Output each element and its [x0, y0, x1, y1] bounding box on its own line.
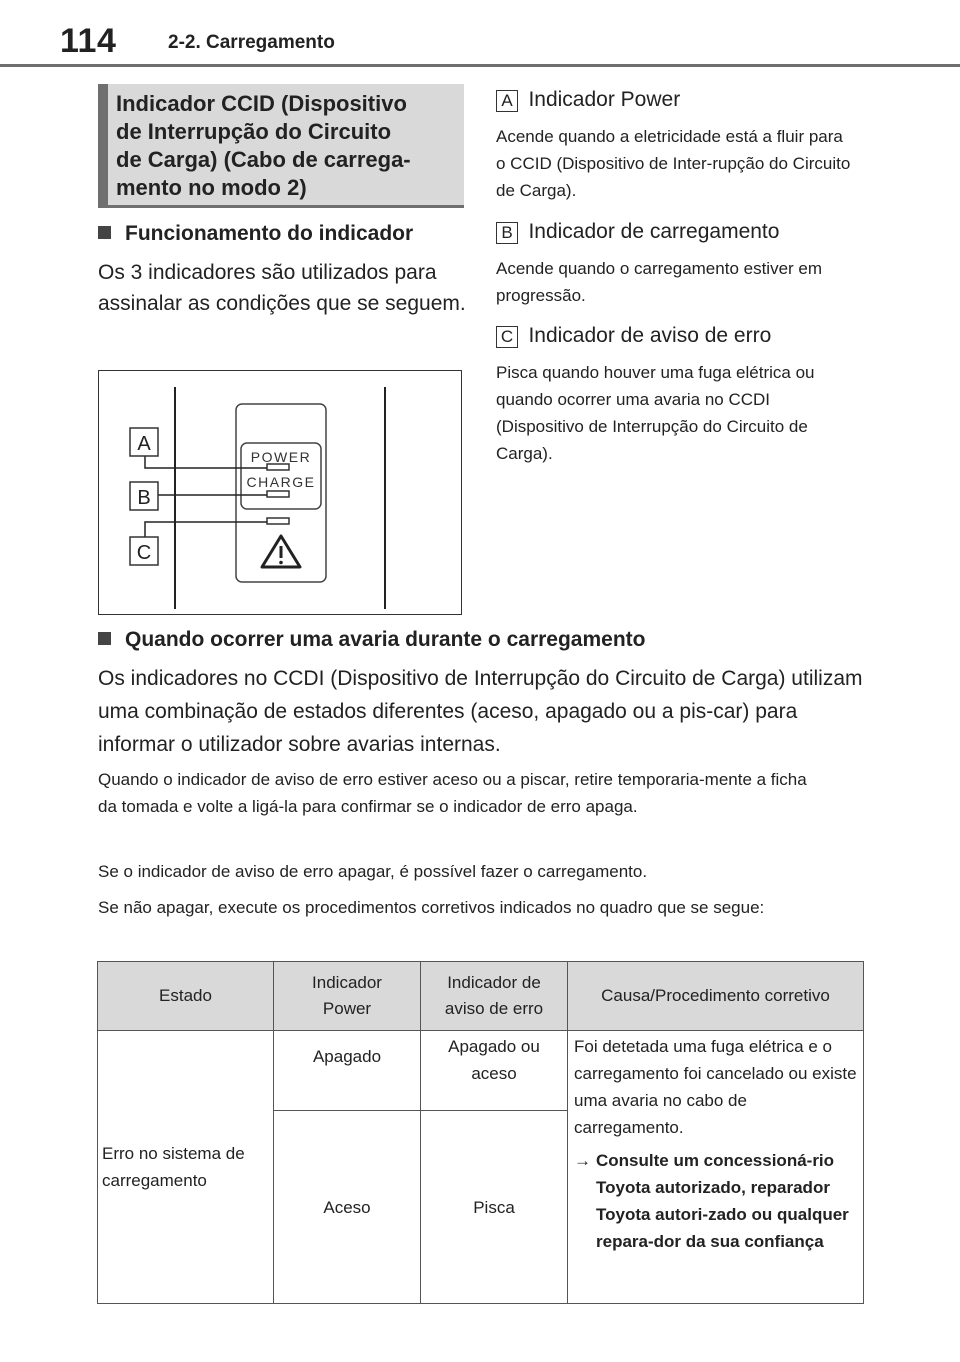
indicator-b-title: Indicador de carregamento [528, 220, 780, 243]
charge-label: CHARGE [246, 474, 316, 490]
malfunction-table [97, 961, 864, 1304]
table-header-row [98, 962, 864, 1031]
indicator-c-title: Indicador de aviso de erro [528, 324, 772, 347]
malfunction-para-2: Se o indicador de aviso de erro apagar, é possível fazer o carregamento. [98, 862, 648, 881]
malfunction-heading-text: Quando ocorrer uma avaria durante o carregamento [125, 628, 646, 651]
letter-b-badge: B [496, 222, 518, 244]
letter-c-badge: C [496, 326, 518, 348]
letter-a-badge: A [496, 90, 518, 112]
indicator-c [496, 324, 866, 348]
topic-title-box [98, 84, 464, 208]
cell-power-on: Aceso [274, 1111, 421, 1304]
malfunction-heading [98, 628, 646, 652]
indicator-b [496, 220, 866, 244]
malfunction-para-1: Quando o indicador de aviso de erro estiver aceso ou a piscar, retire temporaria-mente a ficha da tomada e volte a ligá-la para confirmar se o indicador de erro apaga. [98, 770, 807, 816]
header-causa: Causa/Procedimento corretivo [568, 962, 864, 1031]
malfunction-para-3: Se não apagar, execute os procedimentos corretivos indicados no quadro que se segue: [98, 898, 765, 917]
cell-state: Erro no sistema de carregamento [98, 1031, 274, 1304]
cell-power-off: Apagado [274, 1031, 421, 1111]
indicator-a [496, 88, 866, 112]
page-number: 114 [60, 22, 117, 60]
topic-title: Indicador CCID (Dispositivo de Interrupção do Circuito de Carga) (Cabo de carrega- mento no modo 2) [116, 91, 411, 200]
operation-heading-text: Funcionamento do indicador [125, 222, 414, 245]
malfunction-body: Os indicadores no CCDI (Dispositivo de Interrupção do Circuito de Carga) utilizam uma combinação de estados diferentes (aceso, apagado ou a pis-car) para informar o utilizador sobre avarias internas. [98, 667, 863, 756]
operation-heading [98, 222, 413, 246]
section-title: 2-2. Carregamento [168, 32, 335, 53]
callout-a: A [137, 433, 151, 455]
power-label: POWER [250, 449, 312, 465]
square-bullet-icon [98, 226, 111, 239]
header-indicador-aviso: Indicador de aviso de erro [421, 962, 568, 1031]
indicator-a-desc: Acende quando a eletricidade está a fluir para o CCID (Dispositivo de Inter-rupção do Circuito de Carga). [496, 127, 851, 200]
header-estado: Estado [98, 962, 274, 1031]
ccid-diagram-illustration [99, 371, 461, 614]
indicator-a-title: Indicador Power [528, 88, 681, 111]
header-indicador-power: Indicador Power [274, 962, 421, 1031]
square-bullet-icon [98, 632, 111, 645]
indicator-b-desc: Acende quando o carregamento estiver em progressão. [496, 259, 823, 305]
callout-c: C [136, 542, 152, 564]
action-item [574, 1147, 861, 1255]
cell-error-blink: Pisca [421, 1111, 568, 1304]
ccid-diagram [98, 370, 462, 615]
operation-body: Os 3 indicadores são utilizados para assinalar as condições que se seguem. [98, 261, 466, 315]
callout-b: B [137, 487, 151, 509]
cause-text: Foi detetada uma fuga elétrica e o carregamento foi cancelado ou existe uma avaria no cabo de carregamento. [574, 1037, 857, 1137]
arrow-right-icon: → [574, 1151, 591, 1170]
table-row [98, 1031, 864, 1111]
indicator-c-desc: Pisca quando houver uma fuga elétrica ou quando ocorrer uma avaria no CCDI (Dispositivo de Interrupção do Circuito de Carga). [496, 363, 815, 463]
cell-cause [568, 1031, 864, 1304]
header-divider [0, 64, 960, 67]
action-text: Consulte um concessioná-rio Toyota autorizado, reparador Toyota autori-zado ou qualquer repara-dor da sua confiança [596, 1151, 849, 1251]
cell-error-off-on: Apagado ou aceso [421, 1031, 568, 1111]
